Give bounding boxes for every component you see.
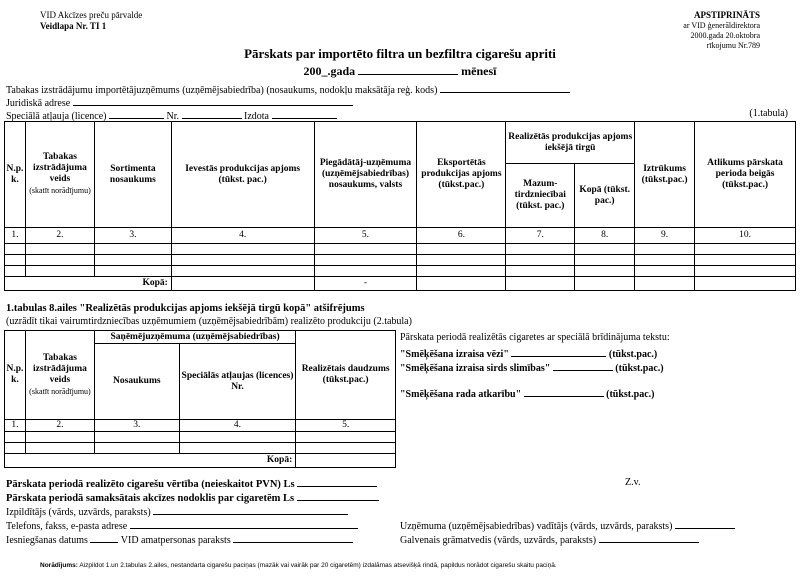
- t1-h-imported: Ievestās produkcijas apjoms (tūkst. pac.): [171, 122, 314, 228]
- t2-h-license: Speciālās atļaujas (licences) Nr.: [179, 344, 296, 420]
- title-year: 200_.gada: [303, 64, 356, 78]
- license-issued-input[interactable]: [272, 108, 337, 119]
- t1-num-7: 7.: [506, 228, 575, 244]
- phone-row: [6, 518, 358, 532]
- t2-h-receiver: Saņēmējuzņēmuma (uzņēmējsabiedrības): [94, 331, 295, 344]
- t2-h-type-note: (skatīt norādījumu): [29, 386, 91, 396]
- t1-h-realized: Realizētās produkcijas apjoms iekšējā tirgū: [506, 122, 635, 164]
- stamp-place: Z.v.: [625, 477, 641, 488]
- section2-subheading: (uzrādīt tikai vairumtirdzniecības uzņēmumiem (uzņēmējsabiedrībām) realizēto produkciju (2.tabula): [6, 316, 412, 327]
- license-field-row: [6, 108, 337, 122]
- page-title: Pārskats par importēto filtra un bezfiltra cigarešu apriti: [244, 46, 556, 61]
- warning-row-2: [400, 360, 664, 374]
- vid-sign-input[interactable]: [233, 532, 353, 543]
- table1-label: (1.tabula): [749, 108, 788, 119]
- t2-h-type-label: Tabakas izstrādājuma veids: [33, 352, 87, 385]
- accountant-row: [400, 532, 699, 546]
- company-label: Tabakas izstrādājumu importētājuzņēmums (uzņēmējsabiedrība) (nosaukums, nodokļu maksātāja reģ. kods): [6, 85, 438, 96]
- t1-num-2: 2.: [25, 228, 94, 244]
- date-input[interactable]: [90, 532, 118, 543]
- accountant-label: Galvenais grāmatvedis (vārds, uzvārds, paraksts): [400, 535, 597, 546]
- excise-input[interactable]: [297, 490, 379, 501]
- t1-num-8: 8.: [575, 228, 635, 244]
- section2-heading: 1.tabulas 8.ailes "Realizētās produkcijas apjoms iekšējā tirgū kopā" atšifrējums: [6, 303, 365, 314]
- value-label: Pārskata periodā realizēto cigarešu vērtība (neieskaitot PVN) Ls: [6, 479, 295, 490]
- t1-total-label: Kopā:: [5, 277, 172, 291]
- t2-row[interactable]: [5, 443, 396, 454]
- form-number: Veidlapa Nr. TI 1: [40, 21, 107, 31]
- warning-row-1: [400, 346, 657, 360]
- instruction-note-text: Aizpildot 1.un 2.tabulas 2.ailes, nestandarta cigarešu paciņas (mazāk vai vairāk par 20 cigaretēm) izdalāmas atsevišķā rindā, papildus norādot cigarešu skaitu paciņā.: [79, 562, 557, 569]
- license-issued-label: Izdota: [244, 111, 269, 122]
- instruction-note-label: Norādījums:: [40, 562, 78, 569]
- t1-total-shortage[interactable]: [635, 277, 695, 291]
- t2-h-np: N.p. k.: [5, 331, 26, 420]
- t1-num-10: 10.: [695, 228, 796, 244]
- phone-input[interactable]: [130, 518, 358, 529]
- t2-h-name: Nosaukums: [94, 344, 179, 420]
- accountant-input[interactable]: [599, 532, 699, 543]
- t2-num-5: 5.: [296, 420, 396, 432]
- t2-total-label: Kopā:: [5, 454, 296, 468]
- date-label: Iesniegšanas datums: [6, 535, 88, 546]
- t2-num-3: 3.: [94, 420, 179, 432]
- approved-line2: 2000.gada 20.oktobra: [690, 31, 760, 40]
- table-2: [4, 330, 396, 468]
- table-1: [4, 121, 796, 291]
- t1-total-exported[interactable]: [417, 277, 506, 291]
- instruction-note: [40, 562, 795, 569]
- warning-1-input[interactable]: [511, 346, 606, 357]
- warning-2-input[interactable]: [553, 360, 613, 371]
- warning-2-label: "Smēķēšana izraisa sirds slimības": [400, 363, 551, 374]
- t1-h-type-note: (skatīt norādījumu): [29, 186, 91, 195]
- t1-row[interactable]: [5, 255, 796, 266]
- excise-label: Pārskata periodā samaksātais akcīzes nodoklis par cigaretēm Ls: [6, 493, 295, 504]
- excise-row: [6, 490, 379, 504]
- t2-row[interactable]: [5, 432, 396, 443]
- vid-sign-label: VID amatpersonas paraksts: [120, 535, 231, 546]
- performer-row: [6, 504, 348, 518]
- t2-h-qty: Realizētais daudzums (tūkst.pac.): [296, 331, 396, 420]
- performer-label: Izpildītājs (vārds, uzvārds, paraksts): [6, 507, 151, 518]
- company-field-row: [6, 82, 570, 96]
- t2-num-4: 4.: [179, 420, 296, 432]
- date-row: [6, 532, 353, 546]
- t2-total-qty[interactable]: [296, 454, 396, 468]
- approved-line1: ar VID ģenerāldirektora: [683, 21, 760, 30]
- t1-row[interactable]: [5, 244, 796, 255]
- t1-h-shortage: Iztrūkums (tūkst.pac.): [635, 122, 695, 228]
- performer-input[interactable]: [153, 504, 348, 515]
- t1-num-5: 5.: [314, 228, 417, 244]
- month-field[interactable]: [358, 64, 458, 75]
- t1-h-np: N.p. k.: [5, 122, 26, 228]
- t1-total-balance[interactable]: [695, 277, 796, 291]
- company-input[interactable]: [440, 82, 570, 93]
- t1-total-total[interactable]: [575, 277, 635, 291]
- t1-h-type: [25, 122, 94, 228]
- t1-h-assort: Sortimenta nosaukums: [94, 122, 171, 228]
- title-period: [0, 64, 800, 79]
- t1-total-retail[interactable]: [506, 277, 575, 291]
- warning-1-label: "Smēķēšana izraisa vēzi": [400, 349, 509, 360]
- t2-num-2: 2.: [25, 420, 94, 432]
- address-label: Juridiskā adrese: [6, 98, 71, 109]
- warning-intro: Pārskata periodā realizētās cigaretes ar speciālā brīdinājuma tekstu:: [400, 332, 670, 343]
- warning-3-label: "Smēķēšana rada atkarību": [400, 389, 522, 400]
- t1-num-3: 3.: [94, 228, 171, 244]
- t1-num-4: 4.: [171, 228, 314, 244]
- t2-num-1: 1.: [5, 420, 26, 432]
- head-label: Uzņēmuma (uzņēmējsabiedrības) vadītājs (vārds, uzvārds, paraksts): [400, 521, 673, 532]
- warning-3-input[interactable]: [524, 386, 604, 397]
- value-input[interactable]: [297, 476, 377, 487]
- t1-h-type-label: Tabakas izstrādājuma veids: [33, 152, 87, 184]
- t1-num-1: 1.: [5, 228, 26, 244]
- t1-h-balance: Atlikums pārskata perioda beigās (tūkst.pac.): [695, 122, 796, 228]
- approved-line3: rīkojumu Nr.789: [706, 41, 760, 50]
- head-input[interactable]: [675, 518, 735, 529]
- license-nr-label: Nr.: [166, 111, 179, 122]
- warning-2-unit: (tūkst.pac.): [615, 363, 664, 374]
- approved-label: APSTIPRINĀTS: [693, 10, 760, 20]
- org-name: VID Akcīzes preču pārvalde: [40, 10, 143, 20]
- t2-h-type: [25, 331, 94, 420]
- warning-1-unit: (tūkst.pac.): [608, 349, 658, 360]
- t1-h-supplier: Piegādātāj-uzņēmuma (uzņēmējsabiedrības) nosaukums, valsts: [314, 122, 417, 228]
- t1-h-retail: Mazum-tirdzniecībai (tūkst. pac.): [506, 164, 575, 228]
- license-label: Speciālā atļauja (licence): [6, 111, 107, 122]
- t1-h-total: Kopā (tūkst. pac.): [575, 164, 635, 228]
- t1-total-imported[interactable]: [171, 277, 314, 291]
- address-input[interactable]: [73, 95, 353, 106]
- title-month: mēnesī: [461, 64, 497, 78]
- license-nr-input[interactable]: [182, 108, 242, 119]
- address-field-row: [6, 95, 353, 109]
- t1-row[interactable]: [5, 266, 796, 277]
- t1-h-exported: Eksportētās produkcijas apjoms (tūkst.pac.): [417, 122, 506, 228]
- warning-3-unit: (tūkst.pac.): [606, 389, 655, 400]
- phone-label: Telefons, fakss, e-pasta adrese: [6, 521, 128, 532]
- t1-total-dash: -: [314, 277, 417, 291]
- license-input[interactable]: [109, 108, 164, 119]
- warning-row-3: [400, 386, 654, 400]
- t1-num-6: 6.: [417, 228, 506, 244]
- head-row: [400, 518, 735, 532]
- t1-num-9: 9.: [635, 228, 695, 244]
- value-row: [6, 476, 377, 490]
